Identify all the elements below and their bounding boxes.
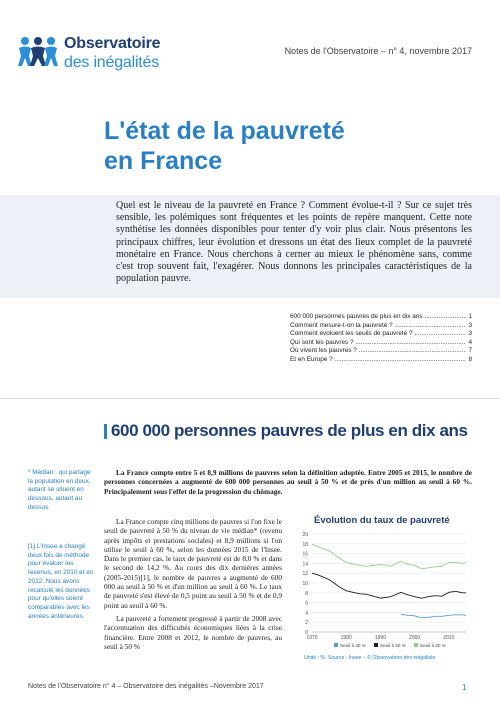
toc-item-page: 4 bbox=[468, 338, 472, 346]
y-tick-label: 2 bbox=[305, 620, 308, 627]
page-title bbox=[104, 116, 345, 176]
logo bbox=[16, 32, 176, 72]
y-tick-label: 12 bbox=[302, 571, 308, 578]
section-divider bbox=[0, 398, 500, 399]
toc-item[interactable] bbox=[290, 356, 472, 365]
legend-label: Seuil à 50 % bbox=[380, 642, 406, 648]
body-paragraph-1: La France compte cinq millions de pauvres si l'on fixe le seuil de pauvreté à 50 % du niveau de vie médian* (revenu après impôts et prestations sociales) et 8,9 millions si l'on utilise le seuil à 60 %, selon les données 2015 de l'Insee. Dans le premier cas, le taux de pauvreté est de 8,0 % et dans le second de 14,2 %. Au cours des dix dernières années (2005-2015)[1], le nombre de pauvres a augmenté de 600 000 au seuil à 50 % et d'un million au seuil à 60 %. Le taux de pauvreté s'est élevé de 0,5 point au seuil à 50 % et de 0,9 point au seuil à 60 %. bbox=[104, 517, 282, 610]
chart-source: Unité : %. Source : Insee – © Observatoire des inégalités bbox=[304, 655, 436, 661]
toc-item-page: 3 bbox=[468, 330, 472, 338]
y-tick-label: 10 bbox=[302, 581, 308, 587]
toc-item-page: 3 bbox=[468, 321, 472, 329]
y-tick-label: 8 bbox=[305, 590, 308, 597]
body-paragraph-2: La pauvreté a fortement progressé à partir de 2008 avec l'accentuation des difficultés économiques liées à la crise financière. Entre 2008 et 2012, le nombre de pauvres, au seuil à 50 % bbox=[104, 613, 282, 651]
series-line bbox=[312, 573, 466, 598]
toc-item-page: 1 bbox=[468, 313, 472, 320]
toc-item-label: Comment mesure-t-on la pauvreté ? ..... bbox=[290, 322, 466, 331]
section-title: 600 000 personnes pauvres de plus en dix ans bbox=[111, 421, 468, 440]
legend-label: Seuil à 60 % bbox=[420, 642, 446, 648]
toc-item-page: 8 bbox=[468, 355, 472, 363]
logo-text-line2: des inégalités bbox=[64, 54, 160, 71]
poverty-rate-chart bbox=[290, 528, 472, 652]
issue-header: Notes de l'Observatoire – n° 4, novembre 2017 bbox=[284, 46, 472, 56]
legend-swatch bbox=[334, 643, 338, 647]
y-tick-label: 0 bbox=[305, 630, 308, 636]
legend-label: Seuil à 40 % bbox=[340, 642, 366, 648]
toc-item-label: Comment évoluent les seuils de pauvreté ? ..... bbox=[290, 330, 466, 339]
x-tick-label: 1990 bbox=[374, 635, 387, 641]
x-tick-label: 1980 bbox=[340, 635, 352, 641]
sidenote-method: [1] L'Insee a changé deux fois de méthode pour évaluer les revenus, en 2010 et en 2012. Nous avons recalculé les données pour qu'elles soient comparables avec les années antérieures. bbox=[28, 543, 94, 620]
toc-item-page: 7 bbox=[468, 347, 472, 355]
section-accent-bar bbox=[104, 424, 107, 439]
page-title-line1: L'état de la pauvreté bbox=[104, 117, 345, 145]
toc-item[interactable] bbox=[290, 322, 472, 331]
toc-item-label: Qui sont les pauvres ? ..... bbox=[290, 339, 466, 348]
x-tick-label: 2010 bbox=[443, 635, 455, 641]
series-line bbox=[401, 614, 466, 617]
x-tick-label: 1970 bbox=[306, 635, 318, 641]
legend-swatch bbox=[414, 643, 418, 647]
y-tick-label: 20 bbox=[302, 532, 308, 538]
logo-text-line1: Observatoire bbox=[64, 35, 161, 52]
lead-paragraph: La France compte entre 5 et 8,9 millions de pauvres selon la définition adoptée. Entre 2005 et 2015, le nombre de personnes concernées a augmenté de 600 000 personnes au seuil à 50 % et de près d'un million au seuil à 60 %. Principalement sous l'effet de la progression du chômage. bbox=[104, 468, 472, 496]
table-of-contents bbox=[290, 313, 472, 365]
toc-item[interactable] bbox=[290, 347, 472, 356]
series-line bbox=[312, 544, 466, 569]
y-tick-label: 6 bbox=[305, 600, 308, 607]
body-column bbox=[104, 517, 282, 655]
y-tick-label: 18 bbox=[302, 541, 308, 548]
footer-text: Notes de l'Observatoire n° 4 – Observatoire des inégalités –Novembre 2017 bbox=[28, 683, 264, 690]
chart-title: Évolution du taux de pauvreté bbox=[314, 515, 450, 526]
page-number: 1 bbox=[462, 683, 467, 692]
y-tick-label: 14 bbox=[302, 561, 308, 568]
toc-item[interactable] bbox=[290, 330, 472, 339]
legend-swatch bbox=[374, 643, 378, 647]
toc-item-label: Où vivent les pauvres ? ..... bbox=[290, 347, 466, 356]
people-logo-icon bbox=[16, 36, 60, 68]
toc-item[interactable] bbox=[290, 339, 472, 348]
toc-item[interactable] bbox=[290, 313, 472, 322]
y-tick-label: 4 bbox=[305, 610, 308, 617]
y-tick-label: 16 bbox=[302, 551, 308, 558]
x-tick-label: 2000 bbox=[409, 635, 421, 641]
intro-paragraph: Quel est le niveau de la pauvreté en France ? Comment évolue-t-il ? Sur ce sujet très sensible, les polémiques sont fréquentes et les points de repère manquent. Cette note synthétise les données disponibles pour tenter d'y voir plus clair. Nous présentons les principaux chiffres, leur évolution et dressons un état des lieux complet de la pauvreté monétaire en France. Nous cherchons à cerner au mieux le phénomène sans, comme c'est trop souvent fait, l'exagérer. Nous donnons les principales caractéristiques de la population pauvre. bbox=[116, 200, 472, 285]
toc-item-label: Et en Europe ? ..... bbox=[290, 356, 466, 365]
toc-item-label: 600 000 personnes pauvres de plus en dix ans ..... bbox=[290, 313, 466, 322]
sidenote-median: * Médian : qui partage la population en deux, autant se situent en dessous, autant au dessus. bbox=[28, 469, 91, 511]
page-title-line2: en France bbox=[104, 147, 223, 175]
